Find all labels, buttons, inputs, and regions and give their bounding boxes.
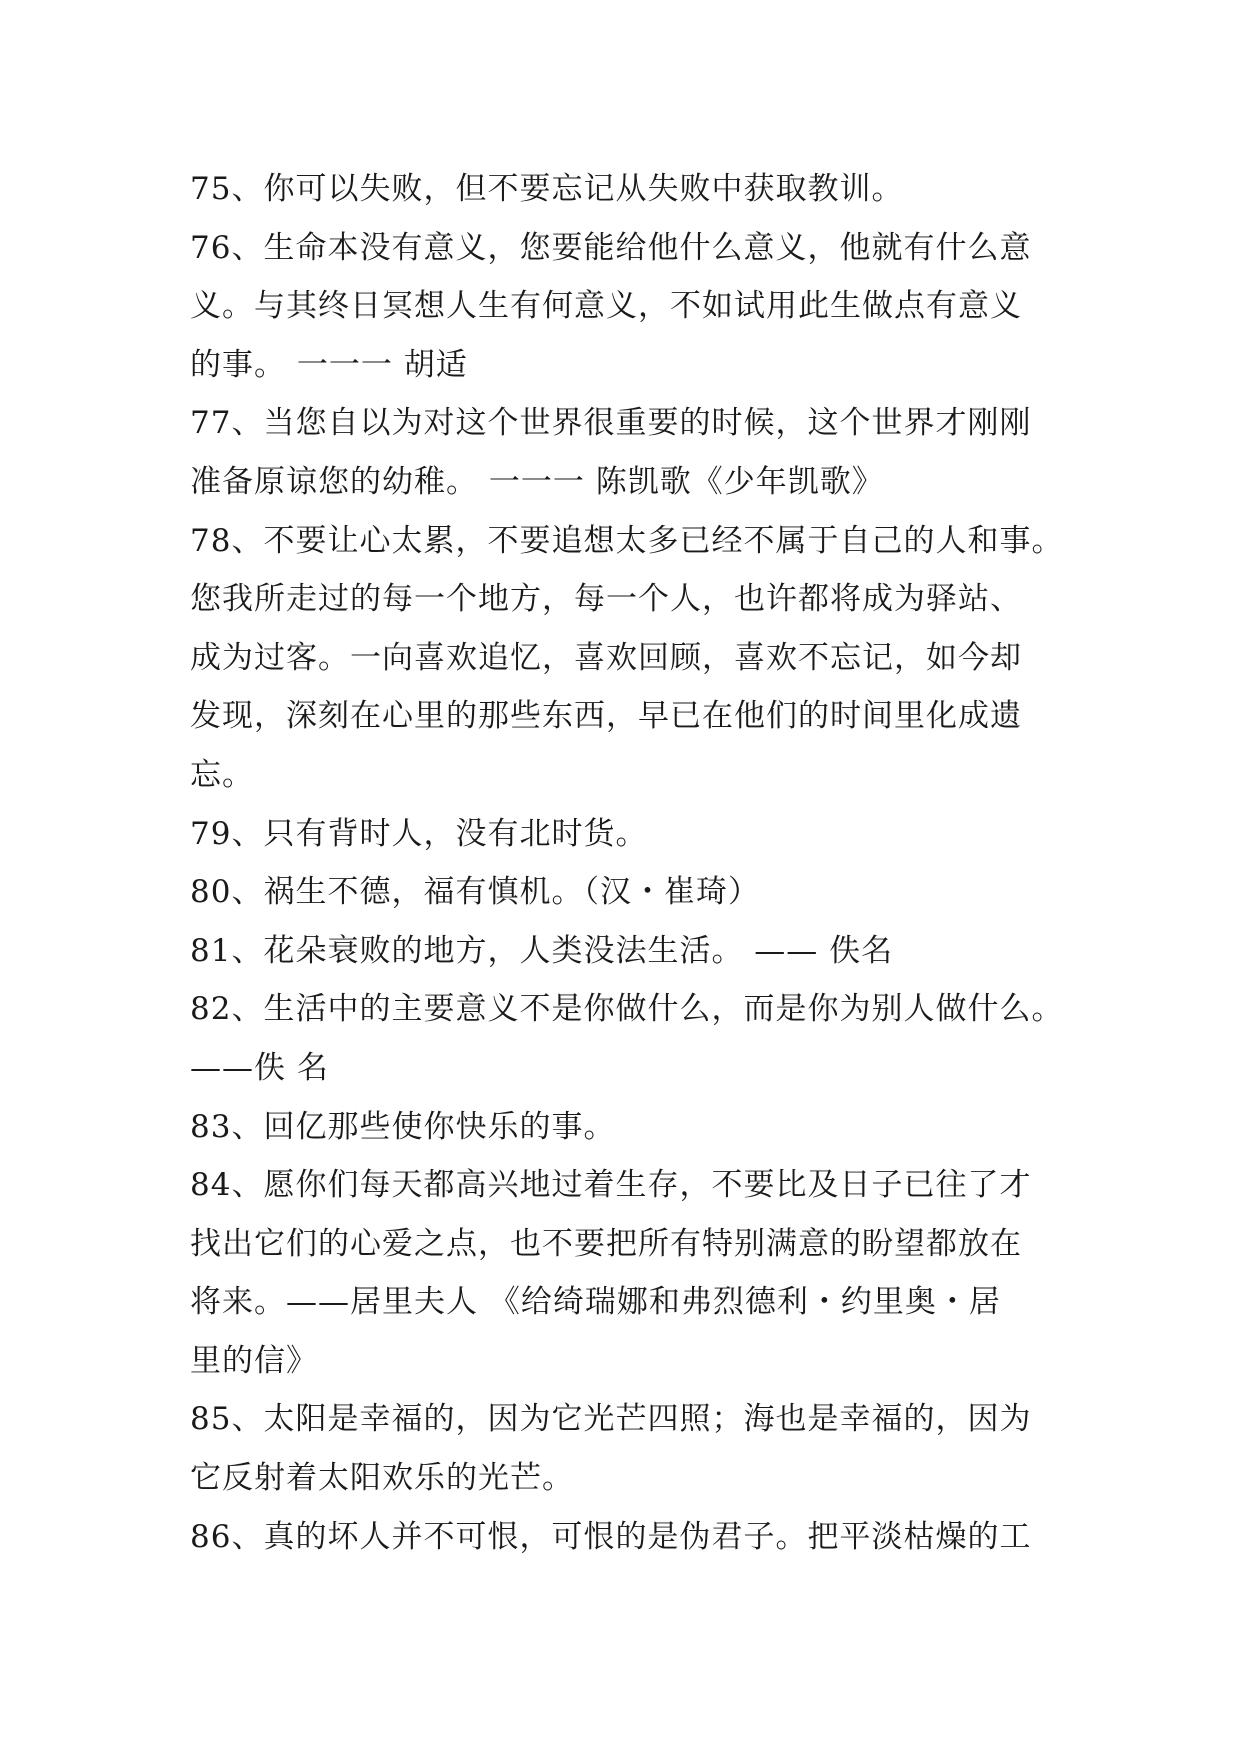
text-line: 80、祸生不德，福有慎机。（汉・崔琦）: [190, 874, 760, 911]
text-line: 86、真的坏人并不可恨，可恨的是伪君子。把平淡枯燥的工: [190, 1518, 1032, 1555]
text-line: 85、太阳是幸福的，因为它光芒四照；海也是幸福的，因为: [190, 1401, 1032, 1438]
text-line: 77、当您自以为对这个世界很重要的时候，这个世界才刚刚: [190, 405, 1032, 442]
text-line: 84、愿你们每天都高兴地过着生存，不要比及日子已往了才: [190, 1167, 1032, 1204]
text-line: 81、花朵衰败的地方，人类没法生活。 —— 佚名: [190, 932, 894, 969]
document-page: [190, 160, 1070, 1566]
text-line: 您我所走过的每一个地方，每一个人，也许都将成为驿站、: [190, 581, 1022, 618]
text-line: 里的信》: [190, 1342, 318, 1379]
text-line: 的事。 一一一 胡适: [190, 346, 468, 383]
text-line: 义。与其终日冥想人生有何意义，不如试用此生做点有意义: [190, 288, 1022, 325]
text-line: 它反射着太阳欢乐的光芒。: [190, 1460, 574, 1497]
text-line: ——佚 名: [190, 1049, 329, 1086]
text-line: 78、不要让心太累，不要追想太多已经不属于自己的人和事。: [190, 522, 1064, 559]
text-line: 82、生活中的主要意义不是你做什么，而是你为别人做什么。: [190, 991, 1064, 1028]
text-line: 76、生命本没有意义，您要能给他什么意义，他就有什么意: [190, 229, 1032, 266]
text-line: 准备原谅您的幼稚。 一一一 陈凯歌《少年凯歌》: [190, 463, 884, 500]
text-line: 83、回亿那些使你快乐的事。: [190, 1108, 616, 1145]
text-line: 将来。——居里夫人 《给绮瑞娜和弗烈德利・约里奥・居: [190, 1284, 1001, 1321]
text-line: 发现，深刻在心里的那些东西，早已在他们的时间里化成遗: [190, 698, 1022, 735]
text-line: 忘。: [190, 756, 254, 793]
text-line: 79、只有背时人，没有北时货。: [190, 815, 648, 852]
text-line: 成为过客。一向喜欢追忆，喜欢回顾，喜欢不忘记，如今却: [190, 639, 1022, 676]
text-line: 75、你可以失败，但不要忘记从失败中获取教训。: [190, 171, 904, 207]
text-line: 找出它们的心爱之点，也不要把所有特别满意的盼望都放在: [190, 1225, 1022, 1262]
